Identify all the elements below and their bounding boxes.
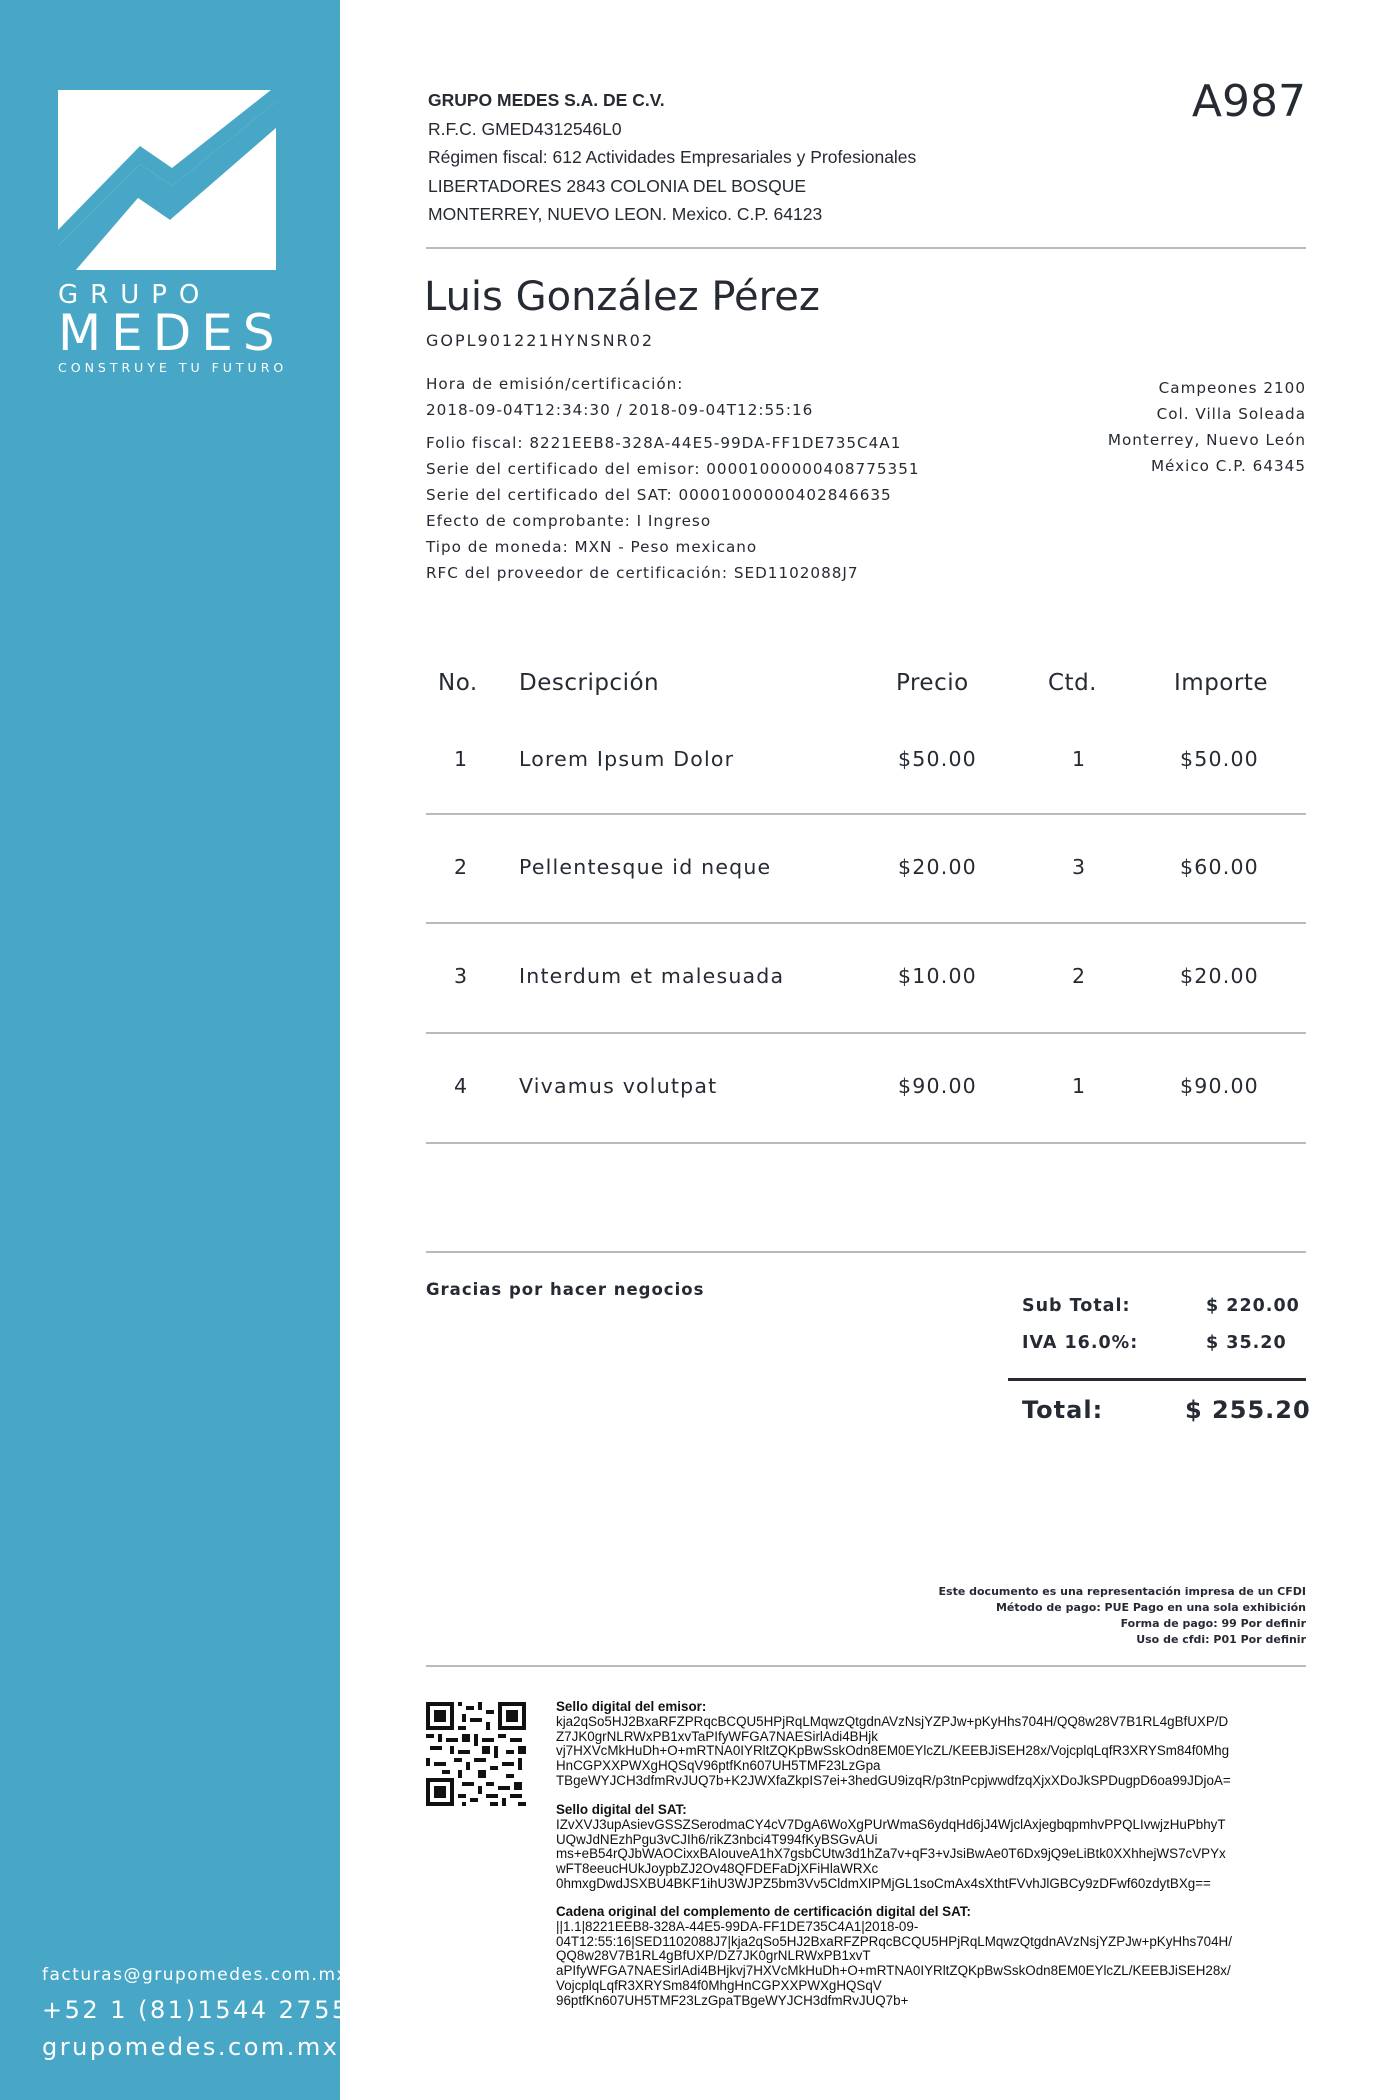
seal-line: 96ptfKn607UH5TMF23LzGpaTBgeWYJCH3dfmRvJUQ7b+ xyxy=(556,1992,909,2008)
row-price: $20.00 xyxy=(898,855,977,879)
qr-code-icon xyxy=(426,1702,526,1806)
issuer-address-line1: LIBERTADORES 2843 COLONIA DEL BOSQUE xyxy=(428,175,807,196)
row-divider xyxy=(426,1032,1306,1034)
issuer-block xyxy=(428,86,916,229)
col-header-description: Descripción xyxy=(519,670,660,696)
issuer-regimen: Régimen fiscal: 612 Actividades Empresariales y Profesionales xyxy=(428,147,917,167)
brand-top-text: GRUPO xyxy=(58,280,212,310)
rfc-proveedor: RFC del proveedor de certificación: SED1102088J7 xyxy=(426,564,859,582)
row-divider xyxy=(426,922,1306,924)
seal-line: wFT8eeucHUkJoypbZJ2Ov48QFDEFaDjXFiHlaWRXc xyxy=(556,1861,879,1877)
cfdi-note-line: Forma de pago: 99 Por definir xyxy=(1120,1617,1306,1630)
row-no: 4 xyxy=(454,1074,469,1098)
contact-phone[interactable]: +52 1 (81)1544 2755 xyxy=(42,1996,350,2024)
divider xyxy=(426,247,1306,249)
col-header-amount: Importe xyxy=(1174,670,1268,696)
cfdi-note-line: Método de pago: PUE Pago en una sola exhibición xyxy=(995,1601,1306,1614)
iva-value: $ 35.20 xyxy=(1206,1333,1287,1353)
col-header-qty: Ctd. xyxy=(1048,670,1097,696)
row-divider xyxy=(426,813,1306,815)
emission-label: Hora de emisión/certificación: xyxy=(426,375,684,393)
subtotal-value: $ 220.00 xyxy=(1206,1296,1300,1316)
total-divider xyxy=(1008,1378,1306,1381)
client-address-line: México C.P. 64345 xyxy=(1150,457,1306,475)
issuer-name: GRUPO MEDES S.A. DE C.V. xyxy=(428,90,665,110)
seal-line: HnCGPXXPWXgHQSqV96ptfKn607UH5TMF23LzGpa xyxy=(556,1758,881,1774)
client-name: Luis González Pérez xyxy=(424,274,820,320)
brand-main-text: MEDES xyxy=(58,304,285,362)
seal-line: vj7HXVcMkHuDh+O+mRTNA0IYRltZQKpBwSskOdn8EM0EYlcZL/KEEBJiSEH28x/VojcplqLqfR3XRYSm84f0Mhg xyxy=(556,1743,1230,1759)
total-label: Total: xyxy=(1022,1396,1104,1424)
folio-fiscal: Folio fiscal: 8221EEB8-328A-44E5-99DA-FF1DE735C4A1 xyxy=(426,434,902,452)
client-address-line: Col. Villa Soleada xyxy=(1156,405,1306,423)
client-rfc: GOPL901221HYNSNR02 xyxy=(426,331,655,350)
client-address xyxy=(1108,375,1306,479)
row-amount: $50.00 xyxy=(1180,747,1259,771)
row-description: Pellentesque id neque xyxy=(519,855,772,879)
row-no: 3 xyxy=(454,964,469,988)
row-description: Lorem Ipsum Dolor xyxy=(519,747,735,771)
contact-email[interactable]: facturas@grupomedes.com.mx xyxy=(42,1965,349,1985)
seal-line: 04T12:55:16|SED1102088J7|kja2qSo5HJ2BxaRFZPRqcBCQU5HPjRqLMqwzQtgdnAVzNsjYZPJw+pKyHhs704H/ xyxy=(556,1933,1232,1949)
seal-line: ms+eB54rQJbWAOCixxBAIouveA1hX7gsbCUtw3d1hZa7v+qF3+vJsiBwAe0T6Dx9jQ9eLiBtk0XXhhejWS7cVPYx xyxy=(556,1846,1226,1862)
row-price: $90.00 xyxy=(898,1074,977,1098)
iva-label: IVA 16.0%: xyxy=(1022,1333,1139,1353)
issuer-rfc: R.F.C. GMED4312546L0 xyxy=(428,118,622,139)
invoice-id: A987 xyxy=(1191,76,1306,127)
row-divider xyxy=(426,1142,1306,1144)
sello-sat-label: Sello digital del SAT: xyxy=(556,1802,687,1817)
tipo-moneda: Tipo de moneda: MXN - Peso mexicano xyxy=(426,538,758,556)
client-address-line: Monterrey, Nuevo León xyxy=(1107,431,1306,449)
efecto-comprobante: Efecto de comprobante: I Ingreso xyxy=(426,512,712,530)
issuer-address-line2: MONTERREY, NUEVO LEON. Mexico. C.P. 64123 xyxy=(428,204,823,224)
row-price: $50.00 xyxy=(898,747,977,771)
row-no: 1 xyxy=(454,747,469,771)
seal-line: kja2qSo5HJ2BxaRFZPRqcBCQU5HPjRqLMqwzQtgdnAVzNsjYZPJw+pKyHhs704H/QQ8w28V7B1RL4gBfUXP/D xyxy=(556,1713,1229,1729)
col-header-price: Precio xyxy=(896,670,969,696)
seal-line: UQwJdNEzhPgu3vCJIh6/rikZ3nbci4T994fKyBSGvAUi xyxy=(556,1831,878,1847)
row-qty: 3 xyxy=(1072,855,1087,879)
cfdi-note-line: Este documento es una representación impresa de un CFDI xyxy=(938,1585,1306,1598)
row-amount: $90.00 xyxy=(1180,1074,1259,1098)
growth-chart-logo-icon xyxy=(58,90,276,270)
cfdi-note-line: Uso de cfdi: P01 Por definir xyxy=(1136,1633,1306,1646)
cadena-original xyxy=(556,1905,1316,2009)
seal-line: aPIfyWFGA7NAESirlAdi4BHjkvj7HXVcMkHuDh+O+mRTNA0IYRltZQKpBwSskOdn8EM0EYlcZL/KEEBJiSEH28x/ xyxy=(556,1963,1231,1979)
sello-emisor-label: Sello digital del emisor: xyxy=(556,1699,707,1714)
row-qty: 1 xyxy=(1072,1074,1087,1098)
row-description: Interdum et malesuada xyxy=(519,964,785,988)
col-header-no: No. xyxy=(438,670,478,696)
row-amount: $60.00 xyxy=(1180,855,1259,879)
total-value: $ 255.20 xyxy=(1185,1396,1311,1424)
thanks-message: Gracias por hacer negocios xyxy=(426,1280,705,1299)
row-qty: 1 xyxy=(1072,747,1087,771)
divider xyxy=(426,1251,1306,1253)
divider xyxy=(426,1665,1306,1667)
serie-sat: Serie del certificado del SAT: 00001000000402846635 xyxy=(426,486,892,504)
seal-line: TBgeWYJCH3dfmRvJUQ7b+K2JWXfaZkpIS7ei+3hedGU9izqR/p3tnPcpjwwdfzqXjxXDoJkSPDugpD6oa99JDjoA= xyxy=(556,1772,1231,1788)
seal-line: ||1.1|8221EEB8-328A-44E5-99DA-FF1DE735C4A1|2018-09- xyxy=(556,1918,919,1934)
brand-tagline: CONSTRUYE TU FUTURO xyxy=(58,360,288,375)
subtotal-label: Sub Total: xyxy=(1022,1296,1131,1316)
row-amount: $20.00 xyxy=(1180,964,1259,988)
sello-emisor xyxy=(556,1700,1316,1789)
row-qty: 2 xyxy=(1072,964,1087,988)
cfdi-note xyxy=(939,1584,1306,1648)
seal-line: VojcplqLqfR3XRYSm84f0MhgHnCGPXXPWXgHQSqV xyxy=(556,1977,882,1993)
emission-value: 2018-09-04T12:34:30 / 2018-09-04T12:55:16 xyxy=(426,401,814,419)
seal-line: QQ8w28V7B1RL4gBfUXP/DZ7JK0grNLRWxPB1xvT xyxy=(556,1948,871,1964)
client-address-line: Campeones 2100 xyxy=(1158,379,1306,397)
row-description: Vivamus volutpat xyxy=(519,1074,718,1098)
contact-website[interactable]: grupomedes.com.mx xyxy=(42,2033,340,2061)
sello-sat xyxy=(556,1803,1316,1892)
cadena-original-label: Cadena original del complemento de certificación digital del SAT: xyxy=(556,1904,971,1919)
serie-emisor: Serie del certificado del emisor: 00001000000408775351 xyxy=(426,460,920,478)
seal-line: IZvXVJ3upAsievGSSZSerodmaCY4cV7DgA6WoXgPUrWmaS6ydqHd6jJ4WjclAxjegbqpmhvPPQLIvwjzHuPbhyT xyxy=(556,1816,1226,1832)
seal-line: Z7JK0grNLRWxPB1xvTaPIfyWFGA7NAESirlAdi4BHjk xyxy=(556,1728,878,1744)
row-no: 2 xyxy=(454,855,469,879)
row-price: $10.00 xyxy=(898,964,977,988)
seal-line: 0hmxgDwdJSXBU4BKF1ihU3WJPZ5bm3Vv5CldmXIPMjGL1soCmAx4sXthtFVvhJlGBCy9zDFwf60zdytBXg== xyxy=(556,1875,1211,1891)
